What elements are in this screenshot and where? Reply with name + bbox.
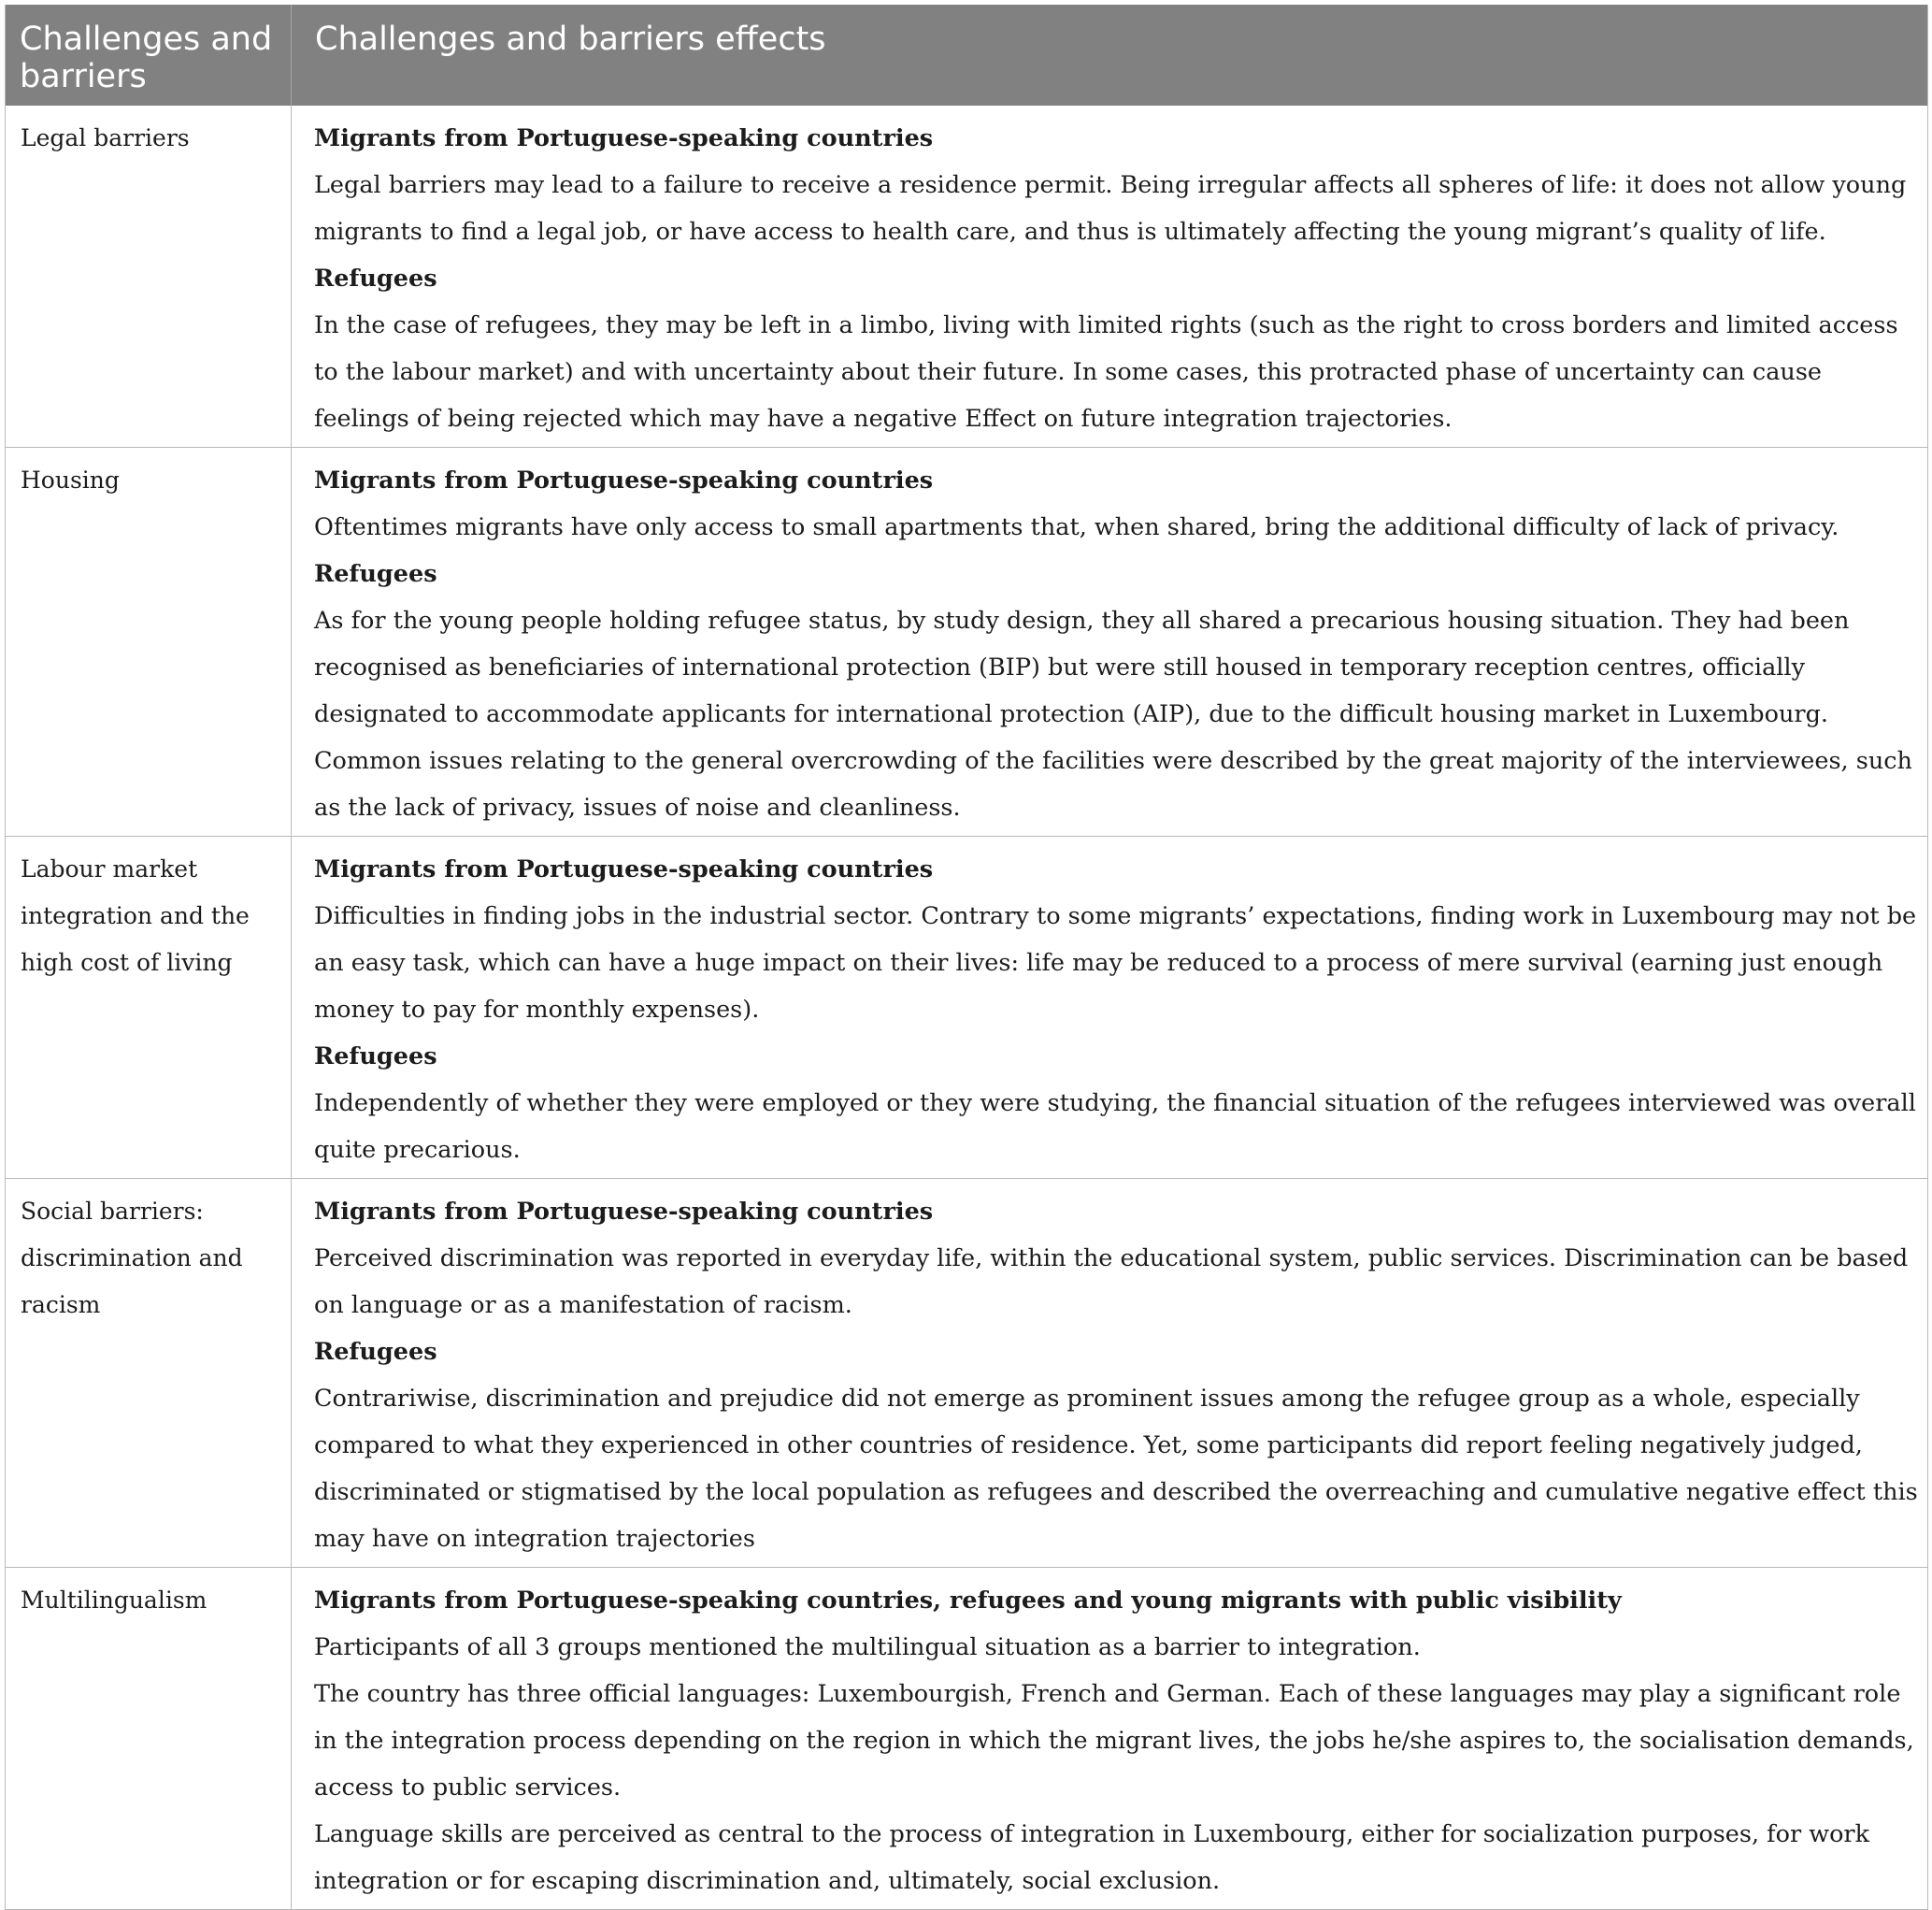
challenge-cell: Labour market integration and the high cost of living: [6, 837, 292, 1179]
effect-paragraph: Difficulties in finding jobs in the industrial sector. Contrary to some migrants’ expectations, finding work in Luxembourg may not be an easy task, which can have a huge impact on their lives: life may be reduced to a process of mere survival (earning just enough money to pay for monthly expenses).: [314, 902, 1917, 1024]
table-body: [6, 106, 1928, 1910]
effect-paragraph: Legal barriers may lead to a failure to receive a residence permit. Being irregular affects all spheres of life: it does not allow young migrants to find a legal job, or have access to health care, and thus is ultimately affecting the young migrant’s quality of life.: [314, 171, 1907, 246]
group-heading: Refugees: [314, 1042, 437, 1070]
table-row: [6, 1179, 1928, 1568]
effect-paragraph: Language skills are perceived as central to the process of integration in Luxembourg, either for socialization purposes, for work integration or for escaping discrimination and, ultimately, social exclusion.: [314, 1820, 1870, 1895]
challenge-cell: Social barriers: discrimination and racism: [6, 1179, 292, 1568]
table-row: [6, 448, 1928, 837]
table-row: [6, 106, 1928, 448]
barriers-table: [5, 5, 1928, 1910]
effects-cell: [292, 1179, 1928, 1568]
effect-paragraph: Independently of whether they were employed or they were studying, the financial situation of the refugees interviewed was overall quite precarious.: [314, 1089, 1916, 1164]
group-heading: Refugees: [314, 265, 437, 293]
header-challenges: Challenges and barriers: [6, 5, 292, 106]
table-row: [6, 1568, 1928, 1910]
effect-paragraph: Participants of all 3 groups mentioned the multilingual situation as a barrier to integration.: [314, 1633, 1421, 1661]
effect-paragraph: The country has three official languages: Luxembourgish, French and German. Each of these languages may play a significant role in the integration process depending on the region in which the migrant lives, the jobs he/she aspires to, the socialisation demands, access to public services.: [314, 1680, 1914, 1802]
effect-paragraph: Perceived discrimination was reported in everyday life, within the educational system, public services. Discrimination can be based on language or as a manifestation of racism.: [314, 1244, 1909, 1319]
group-heading: Migrants from Portuguese-speaking countries: [314, 1198, 934, 1226]
effects-cell: [292, 448, 1928, 837]
effects-cell: [292, 1568, 1928, 1910]
barriers-table-container: [5, 5, 1927, 1910]
group-heading: Migrants from Portuguese-speaking countries: [314, 855, 934, 883]
effect-paragraph: Contrariwise, discrimination and prejudice did not emerge as prominent issues among the refugee group as a whole, especially compared to what they experienced in other countries of residence. Yet, some participants did report feeling negatively judged, discriminated or stigmatised by the local population as refugees and described the overreaching and cumulative negative effect this may have on integration trajectories: [314, 1385, 1918, 1553]
group-heading: Migrants from Portuguese-speaking countries: [314, 124, 934, 152]
group-heading: Refugees: [314, 1338, 437, 1366]
challenge-cell: Legal barriers: [6, 106, 292, 448]
group-heading: Migrants from Portuguese-speaking countries: [314, 467, 934, 495]
effect-paragraph: As for the young people holding refugee status, by study design, they all shared a precarious housing situation. They had been recognised as beneficiaries of international protection (BIP) but were still housed in temporary reception centres, officially designated to accommodate applicants for international protection (AIP), due to the difficult housing market in Luxembourg. Common issues relating to the general overcrowding of the facilities were described by the great majority of the interviewees, such as the lack of privacy, issues of noise and cleanliness.: [314, 607, 1912, 822]
header-row: [6, 5, 1928, 106]
effects-cell: [292, 106, 1928, 448]
header-effects: Challenges and barriers effects: [292, 5, 1928, 106]
effects-cell: [292, 837, 1928, 1179]
table-header: [6, 5, 1928, 106]
group-heading: Migrants from Portuguese-speaking countries, refugees and young migrants with public visibility: [314, 1587, 1622, 1615]
effect-paragraph: In the case of refugees, they may be left in a limbo, living with limited rights (such as the right to cross borders and limited access to the labour market) and with uncertainty about their future. In some cases, this protracted phase of uncertainty can cause feelings of being rejected which may have a negative Effect on future integration trajectories.: [314, 311, 1898, 433]
table-row: [6, 837, 1928, 1179]
challenge-cell: Multilingualism: [6, 1568, 292, 1910]
group-heading: Refugees: [314, 560, 437, 588]
effect-paragraph: Oftentimes migrants have only access to small apartments that, when shared, bring the additional difficulty of lack of privacy.: [314, 513, 1839, 541]
challenge-cell: Housing: [6, 448, 292, 837]
